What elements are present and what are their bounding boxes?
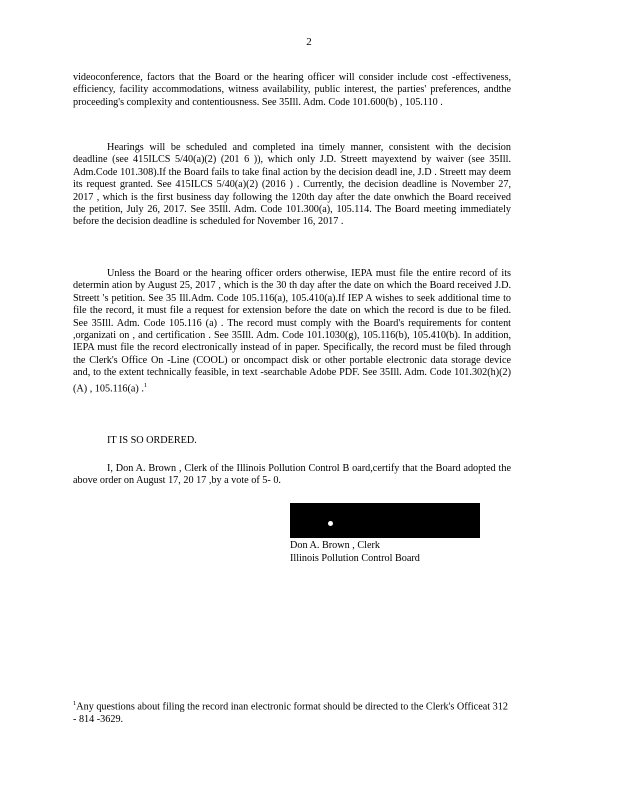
so-ordered-statement: IT IS SO ORDERED. [107, 435, 197, 446]
page-number: 2 [306, 36, 312, 48]
paragraph-hearing-factors [73, 72, 511, 109]
footnote-marker: 1 [73, 700, 77, 707]
paragraph-decision-deadline [73, 142, 511, 229]
signature-mark [328, 521, 333, 526]
footnote [73, 697, 513, 726]
redacted-signature [290, 503, 480, 538]
paragraph-text: videoconference, factors that the Board or the hearing officer will consider include cost -effectiveness, efficiency, facility accommodations, witness availability, public interest, the parties' preferences, andthe proceeding's complexity and contentiousness. See 35Ill. Adm. Code 101.600(b) , 105.110 . [73, 72, 511, 108]
paragraph-text: Unless the Board or the hearing officer orders otherwise, IEPA must file the entire record of its determin ation by August 25, 2017 , which is the 30 th day after the date on which the Board received J.D. Streett 's petition. See 35 Ill.Adm. Code 105.116(a), 105.410(a).If IEP A wishes to seek additional time to file the record, it must file a request for extension before the date on which the record is due to be filed. See 35Ill. Adm. Code 105.116 (a) . The record must comply with the Board's requirements for content ,organizati on , and certification . See 35Ill. Adm. Code 101.1030(g), 105.116(b), 105.410(b). In addition, IEPA must file the record electronically instead of in paper. Specifically, the record must be filed through the Clerk's Office On -Line (COOL) or oncompact disk or other portable electronic data storage device and, to the extent technically feasible, in text -searchable Adobe PDF. See 35Ill. Adm. Code 101.302(h)(2)(A) , 105.116(a) . [73, 268, 511, 395]
signer-name: Don A. Brown , Clerk [290, 540, 380, 551]
paragraph-record-filing [73, 268, 511, 395]
clerk-certification [73, 463, 511, 488]
certification-text: I, Don A. Brown , Clerk of the Illinois Pollution Control B oard,certify that the Board adopted the above order on August 17, 20 17 ,by a vote of 5- 0. [73, 463, 511, 487]
signer-organization: Illinois Pollution Control Board [290, 553, 420, 564]
footnote-reference: 1 [143, 381, 148, 389]
footnote-text: Any questions about filing the record inan electronic format should be directed to the Clerk's Officeat 312 - 814 -3629. [73, 701, 508, 726]
paragraph-text: Hearings will be scheduled and completed ina timely manner, consistent with the decision deadline (see 415ILCS 5/40(a)(2) (201 6 )), which only J.D. Streett mayextend by waiver (see 35Ill. Adm.Code 101.308).If the Board fails to take final action by the decision deadl ine, J.D . Streett may deem its request granted. See 415ILCS 5/40(a)(2) (2016 ) . Currently, the decision deadline is November 27, 2017 , which is the first business day following the 120th day after the date onwhich the Board received the petition, July 26, 2017. See 35Ill. Adm. Code 101.300(a), 105.114. The Board meeting immediately before the decision deadline is scheduled for November 16, 2017 . [73, 142, 511, 228]
